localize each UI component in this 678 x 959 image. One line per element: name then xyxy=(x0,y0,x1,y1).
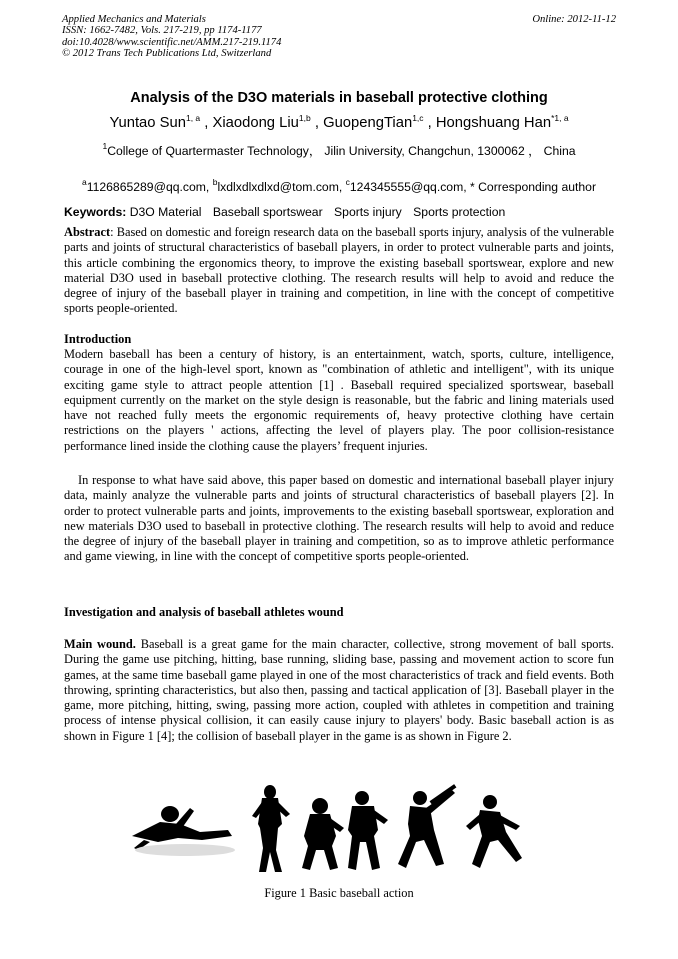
keyword: D3O Material xyxy=(129,205,202,219)
keywords xyxy=(64,205,513,219)
abstract xyxy=(64,225,614,317)
author-name: GuopengTian xyxy=(323,115,413,131)
doi-line: doi:10.4028/www.scientific.net/AMM.217-219.1174 xyxy=(62,36,282,48)
fielder-silhouette xyxy=(348,791,388,870)
catcher-silhouette xyxy=(302,798,344,870)
runner-silhouette xyxy=(466,795,522,868)
keyword: Sports protection xyxy=(413,205,506,219)
author-separator: , xyxy=(200,115,213,131)
abstract-text: : Based on domestic and foreign research data on the baseball sports injury, analysis of the vulnerable parts and joints of structural characteristics of baseball players, in order to protect vulnerable parts and joints, this article combining the ergonomics theory, to improve the existing baseball sportswear, explore and new material D3O used in baseball protective clothing. The research results will help to avoid and reduce the degree of injury of the baseball player in training and competition, in line with the concept of competitive sports people-oriented. xyxy=(64,225,614,316)
email-link[interactable]: 1126865289@qq.com, xyxy=(86,180,213,194)
dust-shadow xyxy=(135,844,235,856)
pitcher-silhouette xyxy=(252,785,290,872)
keyword: Baseball sportswear xyxy=(212,205,323,219)
journal-name: Applied Mechanics and Materials xyxy=(62,14,206,25)
introduction-heading: Introduction xyxy=(64,332,132,346)
issn-line: ISSN: 1662-7482, Vols. 217-219, pp 1174-1177 xyxy=(62,25,262,37)
copyright-line: © 2012 Trans Tech Publications Ltd, Switzerland xyxy=(62,48,272,60)
author-name: Yuntao Sun xyxy=(109,115,186,131)
author-affiliation-mark: 1,b xyxy=(298,113,311,123)
affiliation-mark: 1 xyxy=(102,141,108,151)
section-heading: Investigation and analysis of baseball athletes wound xyxy=(64,605,344,619)
author-emails xyxy=(0,177,678,194)
author-affiliation-mark: 1,c xyxy=(412,113,424,123)
abstract-label: Abstract xyxy=(64,225,111,239)
keyword: Sports injury xyxy=(334,205,402,219)
author-separator: , xyxy=(310,115,324,131)
email-mark: b xyxy=(212,177,218,187)
introduction-paragraph-2: In response to what have said above, this paper based on domestic and international baseball player injury data, mainly analyze the vulnerable parts and joints of structural characteristics of baseball players [2]. In order to protect vulnerable parts and joints, improvements to the existing baseball sportswear, exploration and new materials D3O used to baseball in protective clothing. The research results will help to avoid and reduce the degree of injury of the baseball player in training and competition, so as to improve athletic performance and game viewing, in line with the concept of competitive sports people-oriented. xyxy=(64,473,614,564)
affiliation-text: College of Quartermaster Technology， Jilin University, Changchun, 1300062 ， China xyxy=(107,144,576,158)
online-date: Online: 2012-11-12 xyxy=(532,14,616,25)
email-mark: a xyxy=(81,177,87,187)
author-name: Hongshuang Han xyxy=(435,115,552,131)
introduction-paragraph-1: Modern baseball has been a century of history, is an entertainment, watch, sports, culture, intelligence, courage in one of the high-level sport, known as "combination of athletic and intelligent", with its unique exciting game style to attract people attention [1] . Baseball required specialized sportswear, baseball equipment currently on the market on the style design is reasonable, but the fabric and lining materials used have not reached fully meets the ergonomic requirements of, heavy protective clothing have certain restrictions on the players ' actions, affecting the level of players play. The poor collision-resistance performance lined inside the clothing cause the players’ frequent injuries. xyxy=(64,347,614,453)
main-wound-paragraph xyxy=(64,637,614,744)
paper-title: Analysis of the D3O materials in baseball protective clothing xyxy=(130,90,548,106)
keywords-label: Keywords: xyxy=(64,205,127,219)
subsection-label: Main wound. xyxy=(64,637,136,651)
author-separator: , xyxy=(423,115,436,131)
email-mark: c xyxy=(345,177,350,187)
email-link[interactable]: 124345555@qq.com, * Corresponding author xyxy=(349,180,597,194)
figure-1-image xyxy=(130,784,546,878)
batter-silhouette xyxy=(398,784,456,868)
author-affiliation-mark: 1, a xyxy=(185,113,201,123)
affiliation xyxy=(0,141,678,159)
author-name: Xiaodong Liu xyxy=(212,115,299,131)
journal-header xyxy=(62,14,616,60)
email-link[interactable]: lxdlxdlxdlxd@tom.com, xyxy=(217,180,346,194)
author-affiliation-mark: *1, a xyxy=(551,113,569,123)
figure-1-caption: Figure 1 Basic baseball action xyxy=(264,886,414,900)
main-wound-text: Baseball is a great game for the main character, collective, strong movement of ball sports. During the game use pitching, hitting, base running, sliding base, passing and movement action to score fun games, at the same time baseball game played in one of the most characteristics of track and field events. Both throwing, sprinting characteristics, but also then, passing and tactical application of [3]. Baseball player in the game, more pitching, hitting, swing, passing more action, coupled with athletes in competition and training process of intense physical collision, it can easily cause injury to players' body. Basic baseball action is as shown in Figure 1 [4]; the collision of baseball player in the game is as shown in Figure 2. xyxy=(64,637,614,743)
sliding-player-silhouette xyxy=(132,806,232,850)
author-list xyxy=(0,113,678,131)
